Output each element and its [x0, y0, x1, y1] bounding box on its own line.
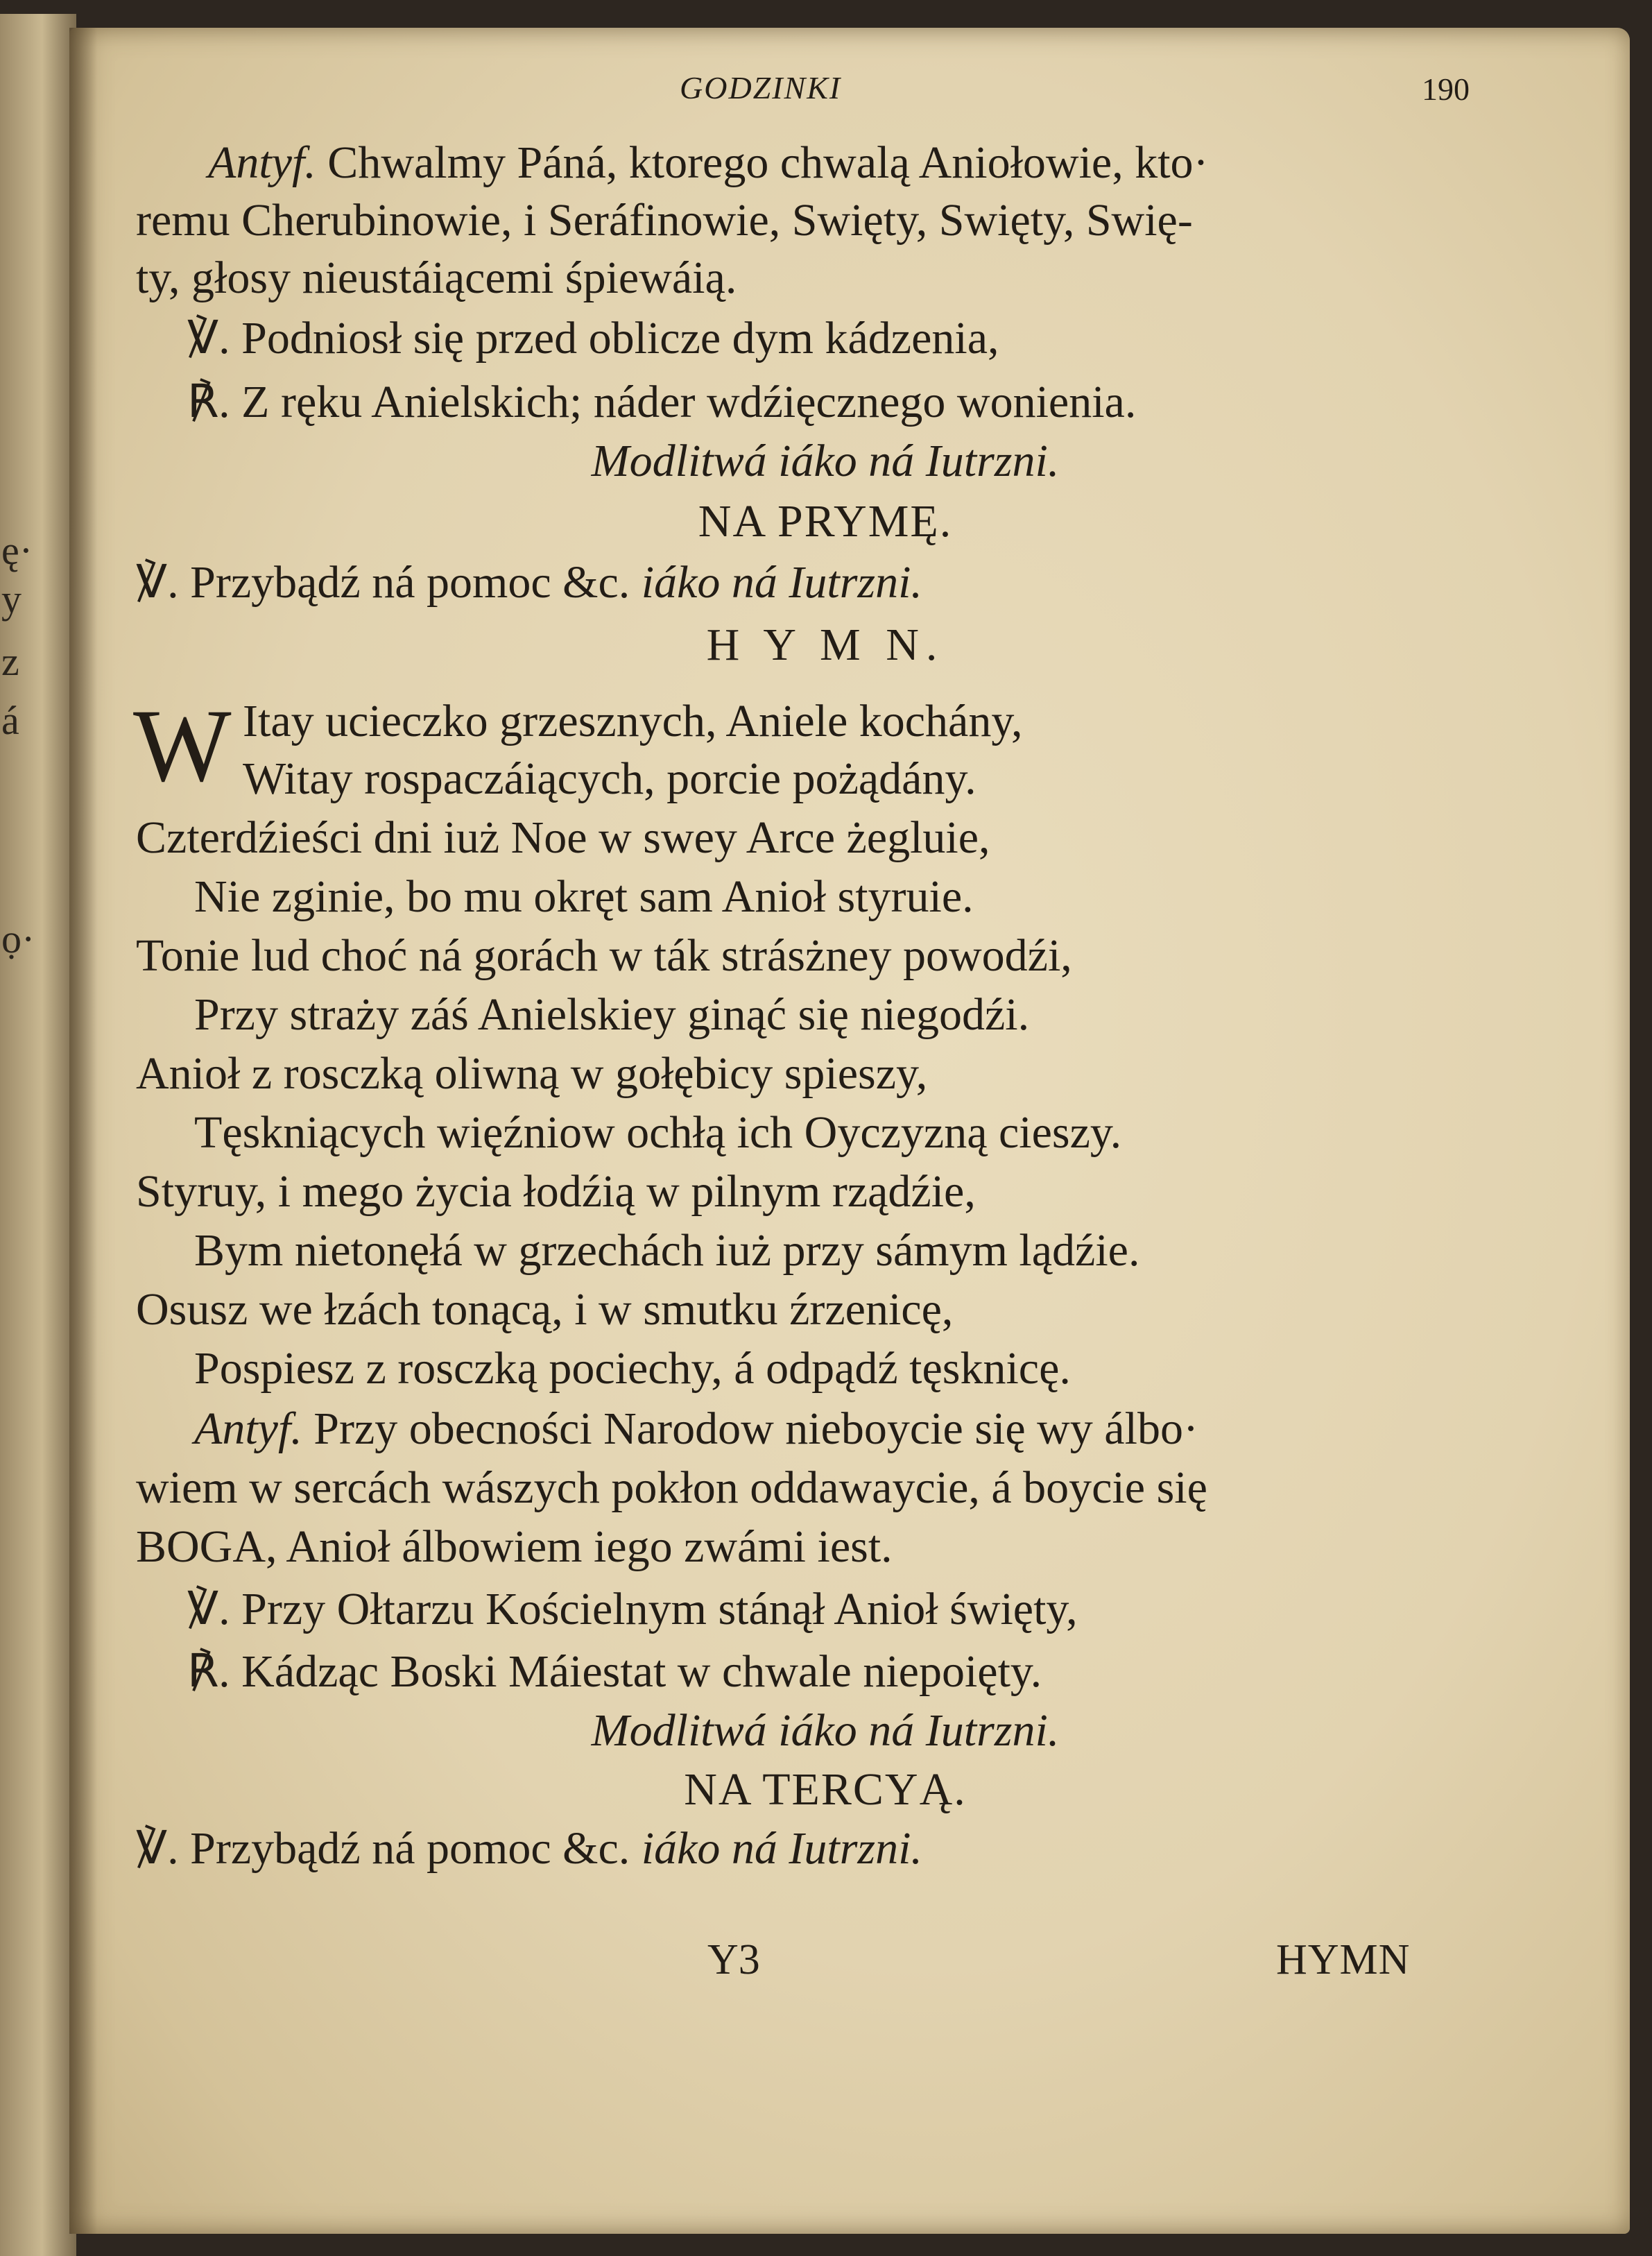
section-heading: NA TERCYĄ. [684, 1764, 967, 1815]
text-line: ty, głosy nieustáiącemi śpiewáią. [136, 253, 737, 303]
verse-line: Tęskniących więźniow ochłą ich Oyczyzną cieszy. [194, 1107, 1122, 1158]
line-text: Przy obecności Narodow nieboycie się wy álbo· [302, 1403, 1198, 1454]
text-line: remu Cherubinowie, i Seráfinowie, Swięty, Swięty, Swię- [136, 195, 1193, 246]
edge-letter: ọ· [1, 916, 35, 962]
versicle-line: ℣. Przy Ołtarzu Kościelnym stánął Anioł święty, [187, 1584, 1078, 1634]
text-line [194, 1401, 1198, 1457]
response-line: ℟. Kádząc Boski Máiestat w chwale niepoięty. [187, 1646, 1042, 1697]
section-heading: NA PRYMĘ. [698, 496, 953, 547]
line-text: ℣. Przybądź ná pomoc &c. [136, 1823, 642, 1874]
line-text: ℣. Przybądź ná pomoc &c. [136, 557, 642, 608]
versicle-line [136, 1821, 922, 1877]
verse-line: Pospiesz z rosczką pociechy, á odpądź tęsknicę. [194, 1343, 1071, 1394]
edge-letter: y [1, 576, 21, 622]
verse-line: Tonie lud choć ná gorách w ták strásżney powodźi, [136, 930, 1072, 981]
rubric-line: Modlitwá iáko ná Iutrzni. [591, 436, 1060, 486]
versicle-line [136, 555, 922, 610]
rubric-line: Modlitwá iáko ná Iutrzni. [591, 1705, 1060, 1756]
verse-line: Styruy, i mego życia łodźią w pilnym rządźie, [136, 1166, 976, 1217]
text-line [208, 135, 1209, 191]
drop-capital: W [133, 688, 232, 803]
verse-line: Przy straży záś Anielskiey ginąć się niegodźi. [194, 989, 1030, 1040]
edge-letter: á [1, 698, 19, 743]
page-number: 190 [1422, 71, 1470, 107]
text-line: wiem w sercách wászych pokłon oddawaycie, á boycie się [136, 1462, 1207, 1513]
edge-letter: z [1, 639, 19, 684]
line-text: Chwalmy Páná, ktorego chwalą Aniołowie, kto· [316, 137, 1209, 188]
response-line: ℟. Z ręku Anielskich; náder wdźięcznego wonienia. [187, 377, 1137, 427]
versicle-line: ℣. Podniosł się przed oblicze dym kádzenia, [187, 313, 999, 364]
catchword: HYMN [1276, 1936, 1411, 1983]
verse-line: Nie zginie, bo mu okręt sam Anioł styruie. [194, 871, 974, 922]
antiphon-label: Antyf. [208, 137, 316, 188]
verse-line: Itay ucieczko grzesznych, Aniele kochány, [243, 696, 1023, 746]
verse-line: Osusz we łzách tonącą, i w smutku źrzenicę, [136, 1284, 954, 1335]
running-head: GODZINKI [680, 70, 842, 105]
verse-line: Czterdźieści dni iuż Noe w swey Arce żegluie, [136, 812, 990, 863]
signature-mark: Y3 [707, 1936, 760, 1983]
rubric-tail: iáko ná Iutrzni. [641, 1823, 922, 1874]
verse-line: Bym nietonęłá w grzechách iuż przy sámym lądźie. [194, 1225, 1140, 1276]
text-line: BOGA, Anioł álbowiem iego zwámi iest. [136, 1521, 893, 1572]
hymn-heading: H Y M N. [706, 619, 945, 670]
edge-letter: ę· [1, 528, 33, 573]
verse-line: Witay rospaczáiących, porcie pożądány. [243, 753, 976, 804]
rubric-tail: iáko ná Iutrzni. [641, 557, 922, 608]
verse-line: Anioł z rosczką oliwną w gołębicy spieszy, [136, 1048, 928, 1099]
antiphon-label: Antyf. [194, 1403, 302, 1454]
